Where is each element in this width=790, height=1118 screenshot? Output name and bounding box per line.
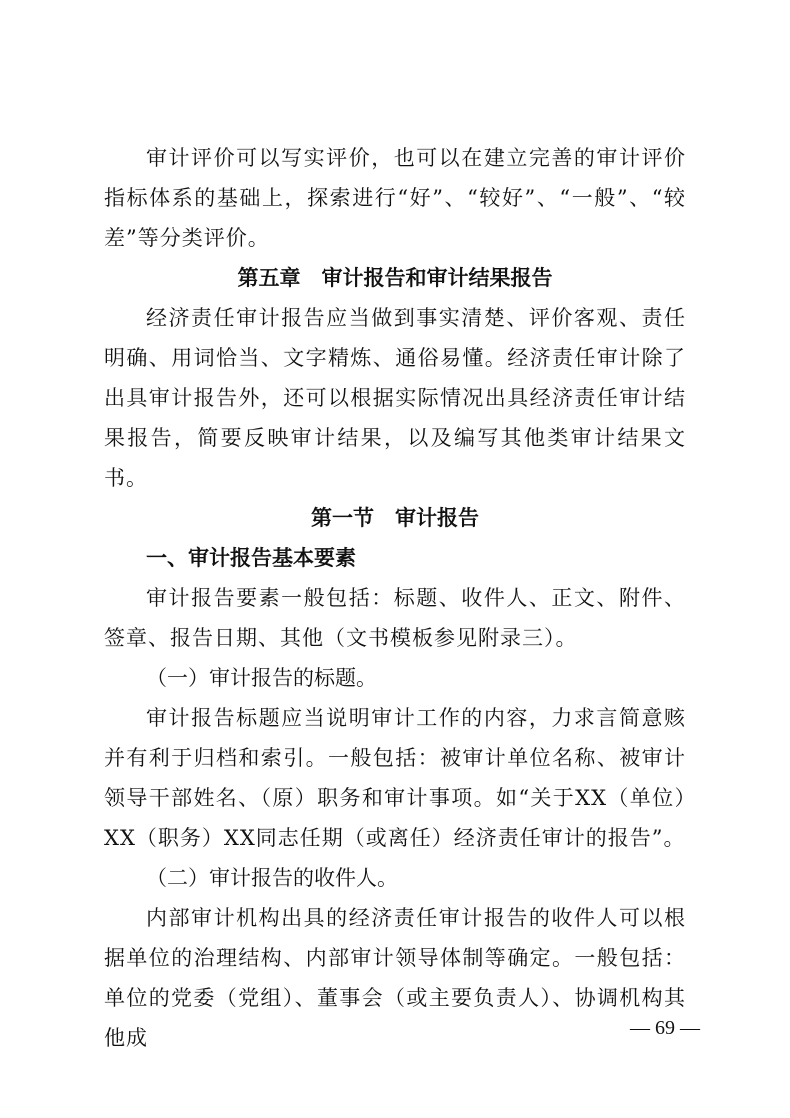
document-body <box>104 138 686 1058</box>
page-number: — 69 — <box>630 1017 700 1039</box>
chapter-title: 第五章 审计报告和审计结果报告 <box>237 266 553 290</box>
paragraph: 内部审计机构出具的经济责任审计报告的收件人可以根据单位的治理结构、内部审计领导体制等确定。一般包括：单位的党委（党组）、董事会（或主要负责人）、协调机构其他成 <box>104 906 686 1050</box>
paragraph: 审计评价可以写实评价，也可以在建立完善的审计评价指标体系的基础上，探索进行“好”、“较好”、“一般”、“较差”等分类评价。 <box>104 146 686 250</box>
paragraph: 经济责任审计报告应当做到事实清楚、评价客观、责任明确、用词恰当、文字精炼、通俗易懂。经济责任审计除了出具审计报告外，还可以根据实际情况出具经济责任审计结果报告，简要反映审计结果，以及编写其他类审计结果文书。 <box>104 306 686 490</box>
paragraph: 审计报告要素一般包括：标题、收件人、正文、附件、签章、报告日期、其他（文书模板参见附录三）。 <box>104 586 686 650</box>
section-title: 第一节 审计报告 <box>311 506 479 530</box>
heading-level-1: 一、审计报告基本要素 <box>146 546 356 570</box>
heading-level-2: （二）审计报告的收件人。 <box>146 866 398 890</box>
heading-level-2: （一）审计报告的标题。 <box>146 666 377 690</box>
paragraph: 审计报告标题应当说明审计工作的内容，力求言简意赅并有利于归档和索引。一般包括：被审计单位名称、被审计领导干部姓名、（原）职务和审计事项。如“关于XX（单位）XX（职务）XX同志任期（或离任）经济责任审计的报告”。 <box>104 706 686 850</box>
